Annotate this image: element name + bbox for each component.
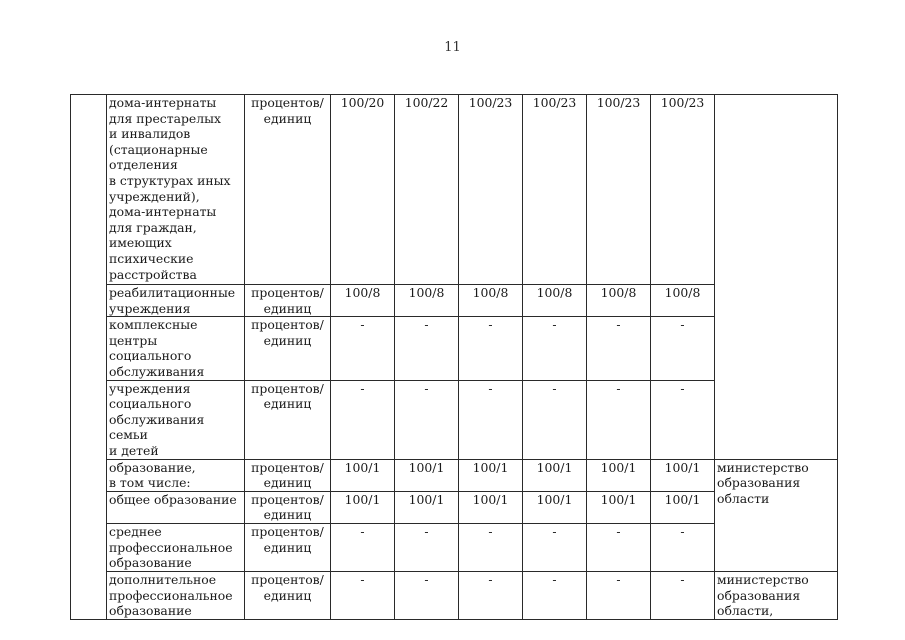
value-cell: - (395, 380, 459, 459)
value-cell: 100/1 (459, 491, 523, 523)
indicator-name: образование, в том числе: (107, 459, 245, 491)
value-cell: 100/8 (395, 285, 459, 317)
value-cell: 100/1 (331, 459, 395, 491)
value-cell: 100/23 (459, 95, 523, 285)
indicator-name: учреждения социального обслуживания семьи и детей (107, 380, 245, 459)
value-cell: - (651, 380, 715, 459)
indicator-name: общее образование (107, 491, 245, 523)
table-row (71, 571, 838, 619)
indicator-name: комплексные центры социального обслуживания (107, 317, 245, 380)
value-cell: - (587, 523, 651, 571)
responsible-cell: министерство образования области, (715, 571, 838, 619)
value-cell: - (587, 380, 651, 459)
indicator-name: среднее профессиональное образование (107, 523, 245, 571)
value-cell: - (523, 317, 587, 380)
value-cell: 100/22 (395, 95, 459, 285)
value-cell: 100/20 (331, 95, 395, 285)
unit-cell: процентов/ единиц (245, 571, 331, 619)
value-cell: - (523, 380, 587, 459)
unit-cell: процентов/ единиц (245, 523, 331, 571)
value-cell: 100/1 (331, 491, 395, 523)
unit-cell: процентов/ единиц (245, 459, 331, 491)
row-number-cell (71, 95, 107, 620)
value-cell: - (459, 380, 523, 459)
value-cell: 100/1 (395, 459, 459, 491)
value-cell: - (395, 317, 459, 380)
value-cell: - (651, 523, 715, 571)
value-cell: 100/8 (331, 285, 395, 317)
page-number: 11 (444, 40, 461, 55)
table-row (71, 95, 838, 285)
value-cell: 100/8 (459, 285, 523, 317)
table-row (71, 459, 838, 491)
value-cell: - (459, 571, 523, 619)
indicator-name: реабилитационные учреждения (107, 285, 245, 317)
unit-cell: процентов/ единиц (245, 380, 331, 459)
value-cell: - (395, 523, 459, 571)
value-cell: 100/23 (651, 95, 715, 285)
value-cell: 100/23 (523, 95, 587, 285)
value-cell: - (331, 571, 395, 619)
value-cell: 100/1 (459, 459, 523, 491)
value-cell: - (331, 380, 395, 459)
value-cell: - (459, 317, 523, 380)
value-cell: - (587, 317, 651, 380)
value-cell: 100/1 (523, 459, 587, 491)
unit-cell: процентов/ единиц (245, 491, 331, 523)
responsible-cell (715, 95, 838, 460)
value-cell: 100/1 (395, 491, 459, 523)
value-cell: 100/8 (587, 285, 651, 317)
value-cell: - (587, 571, 651, 619)
indicator-name: дополнительное профессиональное образование (107, 571, 245, 619)
value-cell: - (331, 523, 395, 571)
value-cell: - (523, 571, 587, 619)
value-cell: 100/8 (523, 285, 587, 317)
value-cell: 100/1 (651, 459, 715, 491)
value-cell: 100/1 (587, 491, 651, 523)
value-cell: 100/1 (523, 491, 587, 523)
value-cell: - (459, 523, 523, 571)
value-cell: - (523, 523, 587, 571)
indicator-name: дома-интернаты для престарелых и инвалидов (стационарные отделения в структурах иных учреждений), дома-интернаты для граждан, имеющих психические расстройства (107, 95, 245, 285)
value-cell: 100/1 (587, 459, 651, 491)
unit-cell: процентов/ единиц (245, 317, 331, 380)
value-cell: - (651, 571, 715, 619)
value-cell: - (395, 571, 459, 619)
value-cell: - (331, 317, 395, 380)
indicator-table (70, 94, 838, 620)
responsible-cell: министерство образования области (715, 459, 838, 571)
unit-cell: процентов/ единиц (245, 285, 331, 317)
unit-cell: процентов/ единиц (245, 95, 331, 285)
value-cell: 100/23 (587, 95, 651, 285)
value-cell: 100/8 (651, 285, 715, 317)
value-cell: - (651, 317, 715, 380)
value-cell: 100/1 (651, 491, 715, 523)
